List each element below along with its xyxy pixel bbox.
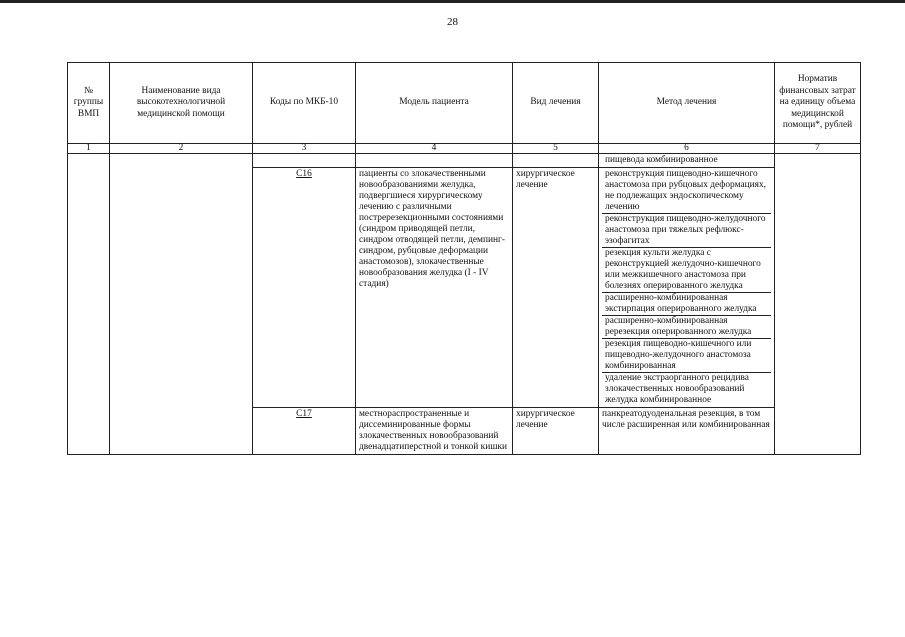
code-cell [253,168,356,408]
method-cell: панкреатодуоденальная резекция, в том числе расширенная или комбинированная [599,408,775,455]
group-number-cell [68,154,110,455]
header-treatment-method: Метод лечения [599,63,775,144]
method-item: расширенно-комбинированная ререзекция оперированного желудка [602,316,771,339]
code-cell [253,154,356,168]
column-number: 6 [599,144,775,154]
method-item: реконструкция пищеводно-кишечного анастомоза при рубцовых деформациях, не подлежащих эндоскопическому лечению [602,169,771,214]
header-row [68,63,861,144]
column-number: 1 [68,144,110,154]
header-group-number: № группы ВМП [68,63,110,144]
header-care-type: Наименование вида высокотехнологичной медицинской помощи [110,63,253,144]
method-item: резекция пищеводно-кишечного или пищеводно-желудочного анастомоза комбинированная [602,339,771,373]
model-cell: пациенты со злокачественными новообразованиями желудка, подвергшиеся хирургическому лечению с различными постререзекционными состояниями (синдром приводящей петли, синдром отводящей петли, демпинг-синдром, рубцовые деформации анастомозов), злокачественные новообразования желудка (I - IV стадия) [356,168,513,408]
method-cell [599,154,775,168]
column-number: 2 [110,144,253,154]
treatment-cell [513,154,599,168]
model-cell: местнораспространенные и диссеминированные формы злокачественных новообразований двенадцатиперстной и тонкой кишки [356,408,513,455]
method-item: расширенно-комбинированная экстирпация оперированного желудка [602,293,771,316]
method-item: пищевода комбинированное [605,155,718,165]
treatment-cell: хирургическое лечение [513,408,599,455]
treatment-cell: хирургическое лечение [513,168,599,408]
method-item: резекция культи желудка с реконструкцией желудочно-кишечного или межкишечного анастомоза при болезнях оперированного желудка [602,248,771,293]
header-patient-model: Модель пациента [356,63,513,144]
code-cell [253,408,356,455]
method-cell [599,168,775,408]
column-number: 7 [775,144,861,154]
cost-cell [775,154,861,455]
icd-code: C16 [296,169,312,179]
vmp-table [67,62,861,455]
model-cell [356,154,513,168]
method-item: реконструкция пищеводно-желудочного анастомоза при тяжелых рефлюкс-эзофагитах [602,214,771,248]
header-treatment-type: Вид лечения [513,63,599,144]
header-cost-standard: Норматив финансовых затрат на единицу объема медицинской помощи*, рублей [775,63,861,144]
method-item: удаление экстраорганного рецидива злокачественных новообразований желудка комбинированное [605,373,749,405]
header-icd-codes: Коды по МКБ-10 [253,63,356,144]
column-number: 3 [253,144,356,154]
care-type-cell [110,154,253,455]
table-row [68,154,861,168]
column-number: 4 [356,144,513,154]
icd-code: C17 [296,409,312,419]
top-border-line [0,0,905,3]
column-number: 5 [513,144,599,154]
column-number-row [68,144,861,154]
page-number: 28 [447,16,458,28]
